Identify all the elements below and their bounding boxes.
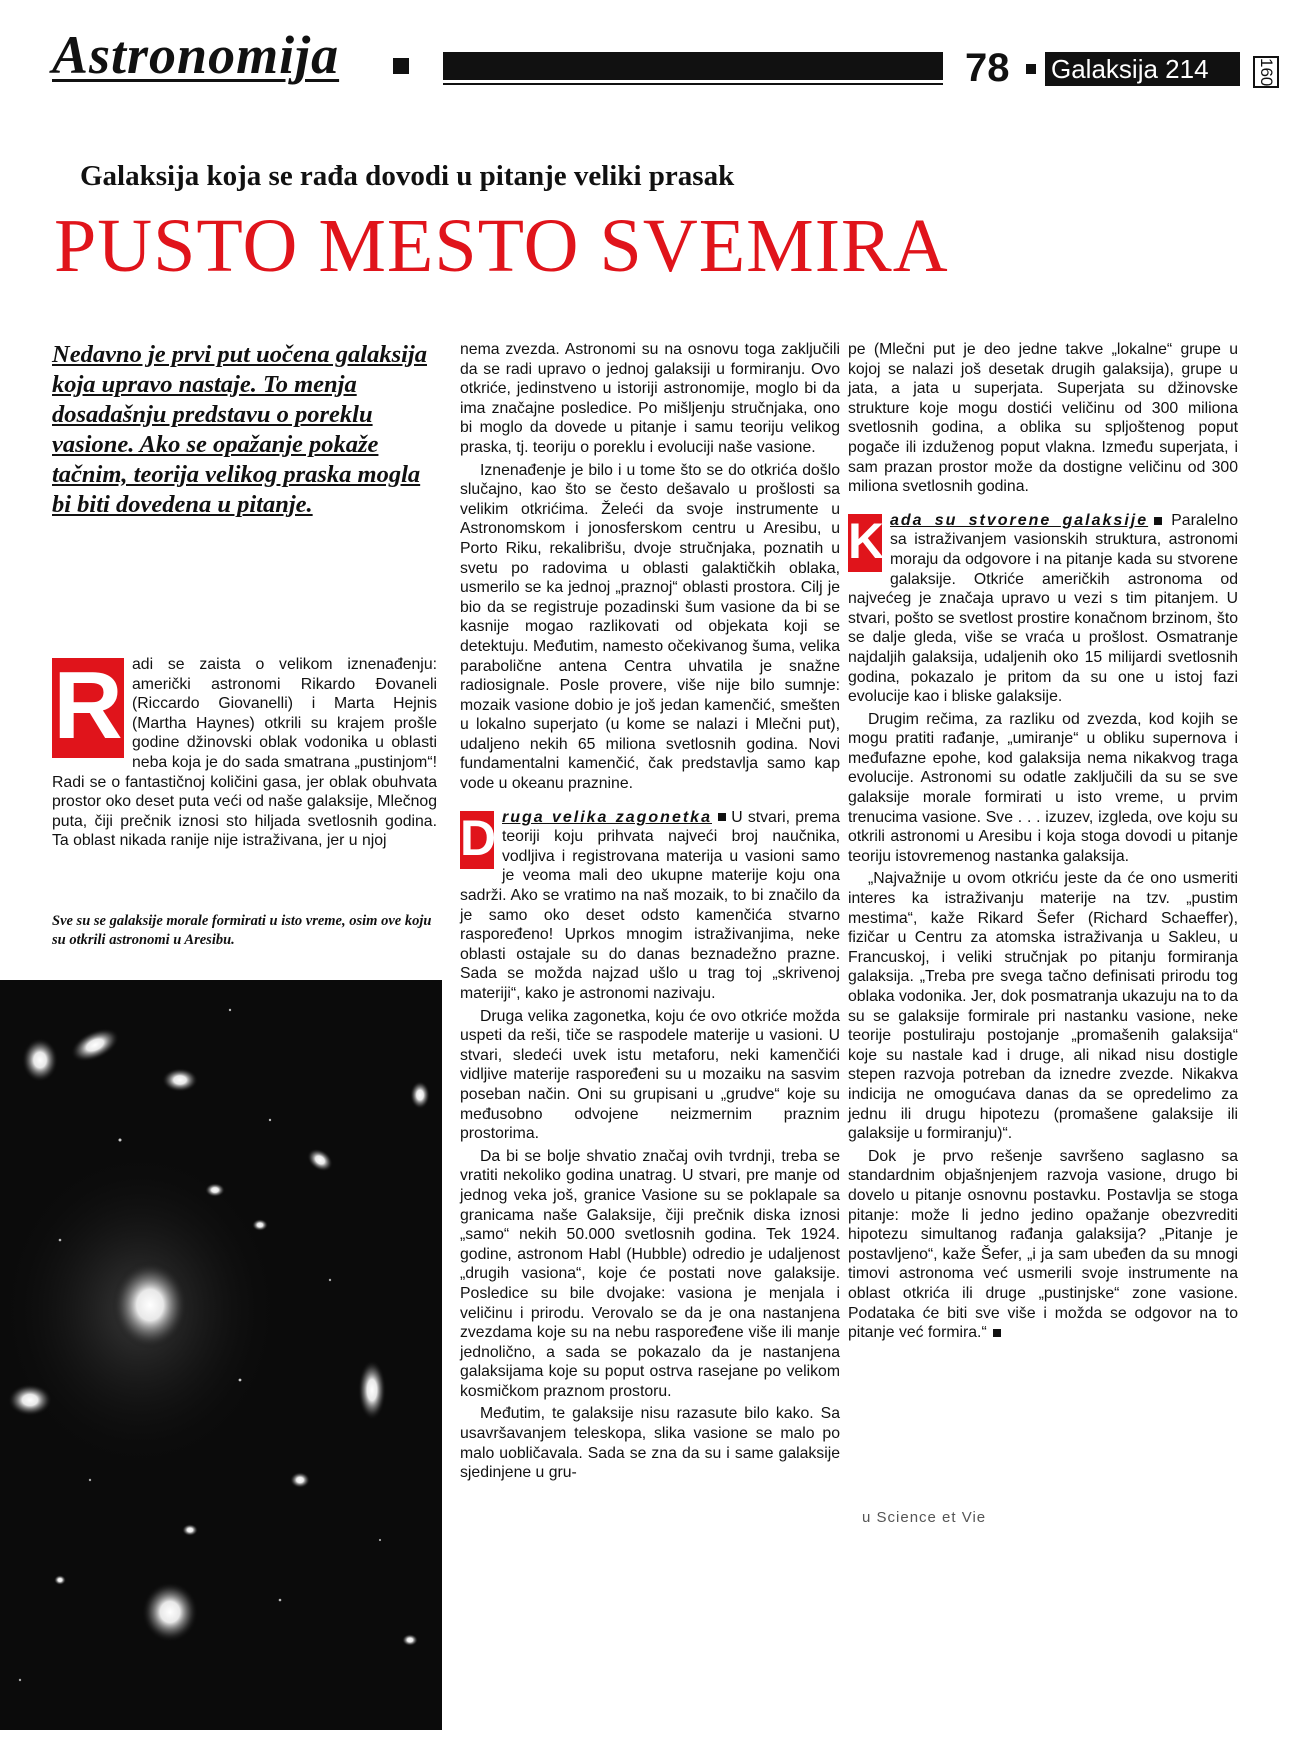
star <box>119 1139 122 1142</box>
galaxy-blob <box>54 1575 66 1585</box>
header-square-2 <box>1026 64 1036 74</box>
galaxy-blob <box>402 1634 418 1646</box>
paragraph: pe (Mlečni put je deo jedne takve „lokalne“ grupe u kojoj se nalazi još desetak drugih galaksija), grupe u jata, a jata u superjata. Superjata su džinovske strukture koje mogu dostići veličinu od 300 miliona svetlosnih godina, a oblika su spljoštenog poput pogače ili izduženog poput vlakna. Između superjata, i sam prazan prostor može da dostigne veličinu od 300 miliona svetlosnih godina. <box>848 341 1238 496</box>
paragraph <box>848 511 1238 707</box>
dropcap: K <box>848 514 882 572</box>
paragraph: nema zvezda. Astronomi su na osnovu toga zaključili da se radi upravo o jednoj galaksiji u formiranju. Ovo otkriće, jedinstveno u istoriji astronomije, moglo bi da ima značajne posledice. Po mišljenju stručnjaka, ono bi moglo da dovede u pitanje i samu teoriju velikog praska, tj. teoriju o poreklu i evoluciji naše vasione. <box>460 341 840 456</box>
paragraph <box>52 652 437 851</box>
paragraph: Drugim rečima, za razliku od zvezda, kod kojih se mogu pratiti rađanje, „umiranje“ u obliku supernova i međufazne epohe, kod galaksija nema nikakvog traga evolucije. Astronomi su odatle zaključili da su se sve galaksije morale formirati u isto vreme, u prvim trenucima vasione. Sve . . . izuzev, izgleda, ove koju su otkrili astronomi u Aresibu i koja stoga dovodi u pitanje teoriju istovremenog nastanka galaksija. <box>848 710 1238 865</box>
paragraph-text: adi se zaista o velikom iznenađenju: američki astronomi Rikardo Đovaneli (Riccardo Giovanelli) i Marta Hejnis (Martha Haynes) otkrili su krajem prošle godine džinovski oblak vodonika u oblasti neba koja je do sada smatrana „pustinjom“! Radi se o fantastičnoj količini gasa, jer oblak obuhvata prostor oko deset puta veći od naše galaksije, Mlečnog puta, čiji prečnik iznosi sto hiljada svetlosnih godina. Ta oblast nikada ranije nije istraživana, jer u njoj <box>52 656 437 850</box>
subheading: ada su stvorene galaksije <box>890 511 1149 529</box>
end-square <box>993 1329 1001 1337</box>
photo-caption: Sve su se galaksije morale formirati u isto vreme, osim ove koju su otkrili astronomi u Aresibu. <box>52 913 432 948</box>
paragraph-text: Dok je prvo rešenje savršeno saglasno sa standardnim objašnjenjem razvoja vasione, drugo bi dovelo u pitanje osnovnu postavku. Postavlja se stoga pitanje: može li jedno jedino opažanje obezvrediti hipotezu simultanog rađanja galaksija? „Pitanje je postavljeno“, kaže Šefer, „i ja sam ubeđen da su mnogi timovi astronoma već usmerili svoje instrumente na oblast otkrića ili druge „pustinjske“ zone vasione. Podataka će biti sve više i možda se odgovor na to pitanje već formira.“ <box>848 1147 1238 1342</box>
galaxy-blob <box>112 1261 188 1349</box>
end-square <box>718 813 726 821</box>
galaxy-blob <box>22 1038 58 1082</box>
galaxy-blob <box>252 1219 268 1231</box>
galaxy-photo <box>0 980 442 1730</box>
article-title: PUSTO MESTO SVEMIRA <box>54 204 949 288</box>
subheading: ruga velika zagonetka <box>502 808 712 826</box>
end-square <box>1154 517 1162 525</box>
dropcap: D <box>460 811 494 869</box>
magazine-issue: Galaksija 214 <box>1045 52 1240 86</box>
article-column-3 <box>848 340 1238 1346</box>
star <box>89 1479 91 1481</box>
paragraph <box>460 808 840 1004</box>
galaxy-blob <box>410 1081 430 1109</box>
paragraph-text: Paralelno sa istraživanjem vasionskih struktura, astronomi moraju da odgovore i na pitanje kada su stvorene galaksije. Otkriće američkih astronoma od najvećeg je značaja upravo u vezi s tim pitanjem. U stvari, pošto se svetlost prostire konačnom brzinom, što se dalje gleda, više se vraća u prošlost. Osmatranje najdaljih galaksija, udaljenih oko 15 milijardi svetlosnih godina, pokazalo je pritom da su one u istoj fazi evolucije kao i bliske galaksije. <box>848 511 1239 706</box>
star <box>239 1379 242 1382</box>
galaxy-blob <box>162 1068 198 1092</box>
star <box>379 1539 381 1541</box>
paragraph: Međutim, te galaksije nisu razasute bilo kako. Sa usavršavanjem teleskopa, slika vasione se malo po malo uobličavala. Sada se zna da su i same galaksije sjedinjene u gru- <box>460 1405 840 1482</box>
galaxy-blob <box>142 1582 198 1642</box>
paragraph-text: U stvari, prema teoriji koju prihvata najveći broj naučnika, vodljiva i registrovana materija u vasioni samo je veoma mali deo ukupne materije koju ona sadrži. Ako se vratimo na naš mozaik, to bi značilo da je samo oko deset odsto kamenčića stvarno raspoređeno! Uprkos mnogim istraživanjima, neke oblasti ostajale su do danas beznadežno prazne. Sada se možda najzad ušlo u trag toj „skrivenoj materiji“, kako je astronomi nazivaju. <box>460 808 840 1002</box>
paragraph: Druga velika zagonetka, koju će ovo otkriće možda uspeti da reši, tiče se raspodele materije u vasioni. U stvari, sledeći uvek istu metaforu, neki kamenčići vidljive materije raspoređeni su u mozaiku na sasvim poseban način. Oni su grupisani u „grudve“ koje su međusobno odvojene neizmernim praznim prostorima. <box>460 1007 840 1143</box>
article-column-1 <box>52 652 437 854</box>
galaxy-blob <box>8 1384 52 1416</box>
star <box>59 1239 62 1242</box>
star <box>329 1279 331 1281</box>
star <box>19 1679 21 1681</box>
article-kicker: Galaksija koja se rađa dovodi u pitanje veliki prasak <box>80 160 735 192</box>
star <box>269 1119 271 1121</box>
side-number: 160 <box>1253 56 1279 88</box>
star <box>229 1009 231 1011</box>
paragraph: Da bi se bolje shvatio značaj ovih tvrdnji, treba se vratiti nekoliko godina unatrag. U stvari, pre manje od jednog veka još, granice Vasione su se poklapale sa granicama naše Galaksije, čiji prečnik diska iznosi „samo“ nekih 50.000 svetlosnih godina. Tek 1924. godine, astronom Habl (Hubble) odredio je udaljenost „drugih vasiona“, koje će postati nove galaksije. Posledice su bile dvojake: vasiona je menjala i veličinu i prirodu. Verovalo se da je ona nastanjena zvezdama koje su na nebu raspoređene više ili manje jednolično, a sada se pokazalo da je nastanjena galaksijama koje su poput ostrva rasejane po velikom kosmičkom praznom prostoru. <box>460 1147 840 1400</box>
article-lead: Nedavno je prvi put uočena galaksija koja upravo nastaje. To menja dosadašnju predstavu o poreklu vasione. Ako se opažanje pokaže tačnim, teorija velikog praska mogla bi biti dovedena u pitanje. <box>52 341 427 518</box>
section-title: Astronomija <box>52 25 340 85</box>
paragraph: „Najvažnije u ovom otkriću jeste da će ono usmeriti interes ka istraživanju materije na tzv. „pustim mestima“, kaže Rikard Šefer (Richard Schaeffer), fizičar u Centru za atomska istraživanja u Sakleu, u Francuskoj, i veliki stručnjak po pitanju formiranja galaksija. „Treba pre svega tačno definisati prirodu tog oblaka vodonika. Jer, dok posmatranja ukazuju na to da su se galaksije formirale pri nastanku vasione, neke teorije postuliraju postojanje „promašenih galaksija“ koje su nastale kad i druge, ali nikad nisu dostigle stepen razvoja potreban da iznedre zvezde. Nikakva indicija ne omogućava danas da se opredelimo za jednu ili drugu hipotezu (promašene galaksije ili galaksije u formiranju)“. <box>848 870 1238 1143</box>
article-source: u Science et Vie <box>862 1509 987 1526</box>
paragraph <box>848 1147 1238 1343</box>
dropcap: R <box>53 652 123 759</box>
galaxy-blob <box>205 1183 225 1197</box>
galaxy-blob <box>290 1472 310 1488</box>
galaxy-blob <box>358 1360 386 1420</box>
header-rule <box>443 83 943 85</box>
header-bar <box>443 52 943 80</box>
paragraph: Iznenađenje je bilo i u tome što se do otkrića došlo slučajno, kao što se često dešavalo u prošlosti sa velikim otkrićima. Želeći da svoje instrumente u Astronomskom i jonosferskom centru u Aresibu, u Porto Riku, rekalibrišu, dvoje stručnjaka, poznatih u svetu po radovima u oblasti galaktičkih oblaka, usmerilo se ka jednoj „praznoj“ oblasti prostora. Cilj je bio da se registruje pozadinski šum vasione da bi se kasnije mogao razlikovati od objekata koji se detektuju. Međutim, namesto očekivanog šuma, velika parabolične antena Centra uhvatila je snažne radiosignale. Posle provere, više nije bilo sumnje: mozaik vasione dobio je još jedan kamenčić, smešten u lokalno superjato (u kome se nalazi i Mlečni put), udaljeno nekih 65 miliona svetlosnih godina. Novi fundamentalni kamenčić, čak predstavlja samo kap vode u okeanu praznine. <box>460 461 840 793</box>
article-column-2 <box>460 340 840 1486</box>
galaxy-blob <box>182 1524 198 1536</box>
star <box>279 1599 282 1602</box>
page-number: 78 <box>965 46 1010 90</box>
header-square <box>393 58 409 74</box>
